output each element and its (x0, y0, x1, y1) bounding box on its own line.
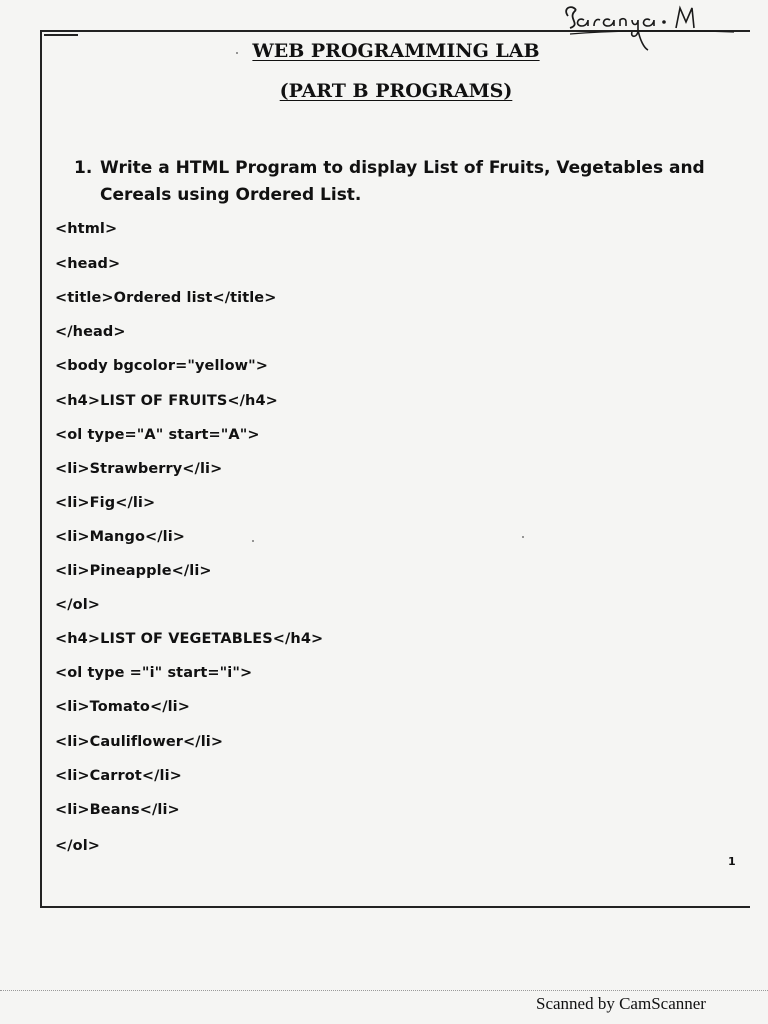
code-line: <h4>LIST OF FRUITS</h4> (55, 393, 278, 409)
question-1 (74, 155, 714, 209)
code-line: <title>Ordered list</title> (55, 290, 277, 306)
code-line: <li>Cauliflower</li> (55, 734, 224, 750)
page-title: WEB PROGRAMMING LAB (252, 40, 540, 62)
code-line: <li>Tomato</li> (55, 699, 190, 715)
code-line: <li>Fig</li> (55, 495, 156, 511)
code-line: </ol> (55, 838, 101, 854)
top-dash-mark (44, 34, 78, 36)
code-line: <ol type="A" start="A"> (55, 427, 260, 443)
code-line: <html> (55, 221, 118, 237)
scan-speck (522, 536, 524, 538)
page-subtitle: (PART B PROGRAMS) (279, 80, 513, 102)
code-line: <h4>LIST OF VEGETABLES</h4> (55, 631, 324, 647)
question-text: Write a HTML Program to display List of Fruits, Vegetables and Cereals using Ordered List. (100, 158, 705, 205)
scan-edge-rule (0, 990, 768, 992)
scan-speck (236, 52, 238, 54)
scanner-watermark: Scanned by CamScanner (536, 994, 706, 1013)
code-line: <li>Strawberry</li> (55, 461, 223, 477)
code-line: <li>Pineapple</li> (55, 563, 212, 579)
code-line: <li>Mango</li> (55, 529, 186, 545)
code-line: <ol type ="i" start="i"> (55, 665, 253, 681)
code-line: <head> (55, 256, 121, 272)
page-number: 1 (728, 855, 736, 868)
code-line: <li>Beans</li> (55, 802, 180, 818)
question-number: 1. (74, 158, 93, 178)
code-line: <li>Carrot</li> (55, 768, 182, 784)
code-line: <body bgcolor="yellow"> (55, 358, 269, 374)
code-line: </ol> (55, 597, 101, 613)
scan-speck (252, 540, 254, 542)
code-line: </head> (55, 324, 126, 340)
